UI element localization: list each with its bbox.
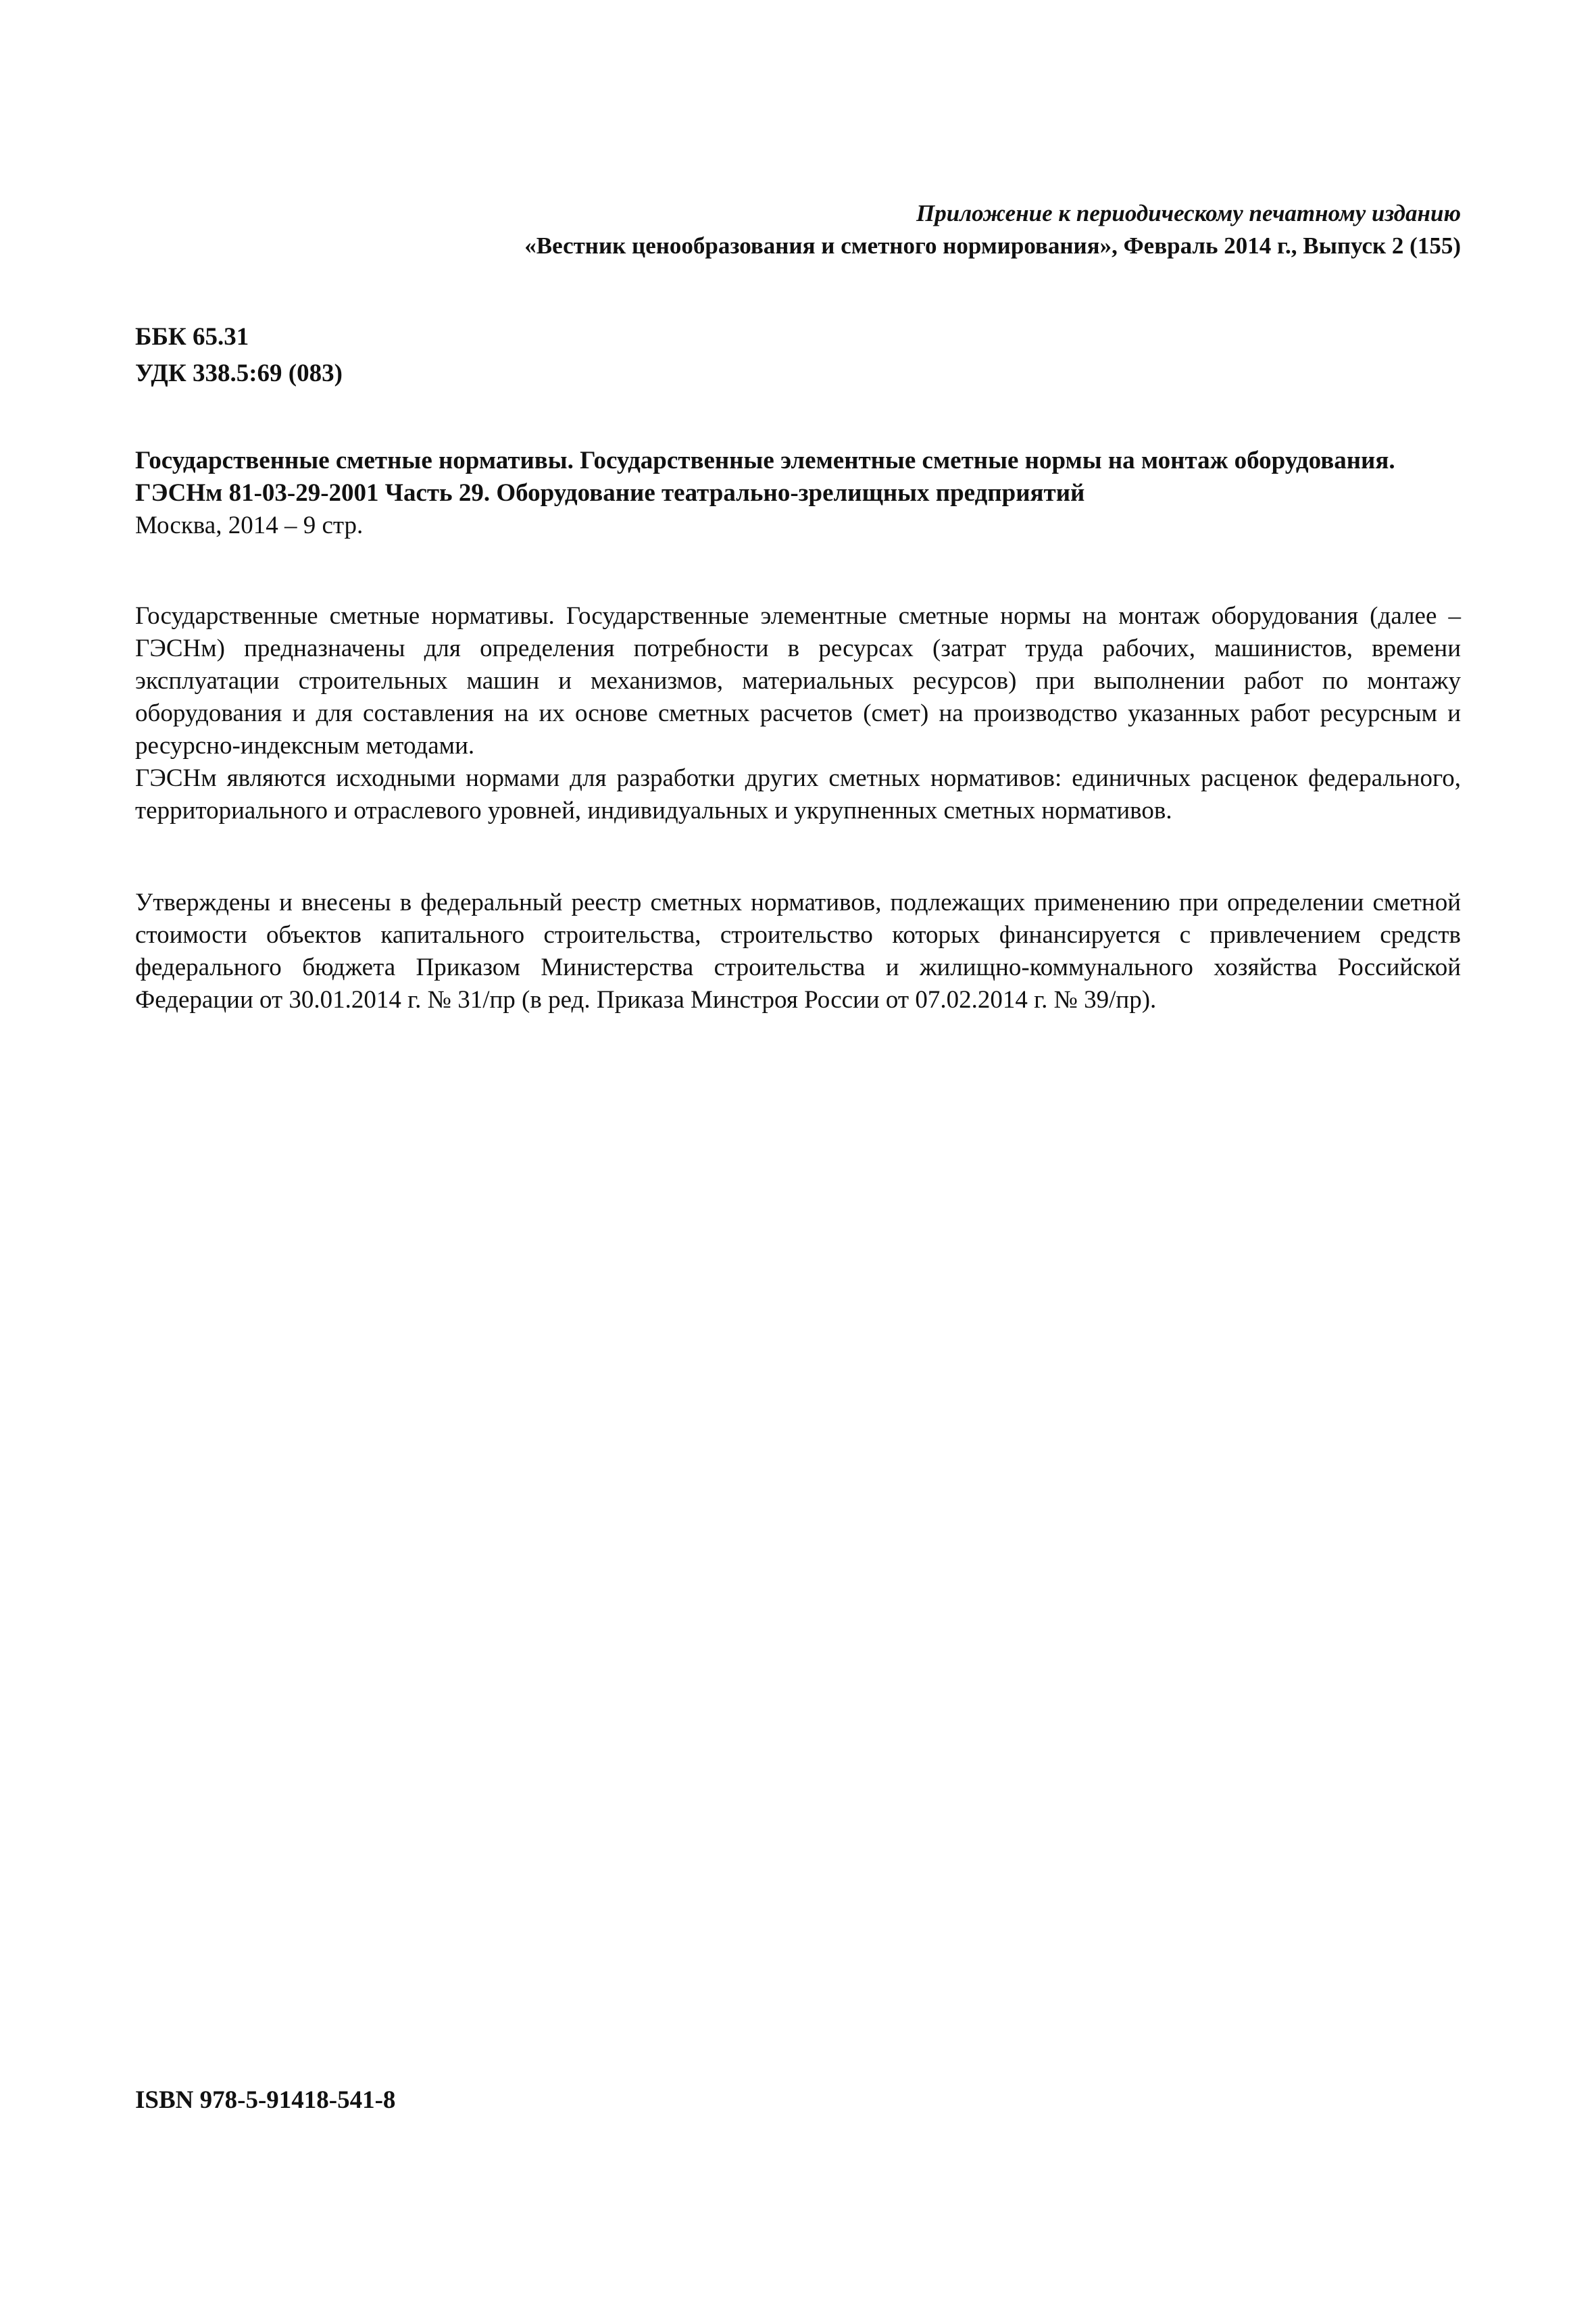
header-journal-line: «Вестник ценообразования и сметного нормирования», Февраль 2014 г., Выпуск 2 (155): [524, 232, 1461, 259]
header-appendix-line: Приложение к периодическому печатному изданию: [916, 200, 1461, 226]
approval-paragraph: Утверждены и внесены в федеральный реестр сметных нормативов, подлежащих применению при определении сметной стоимости объектов капитального строительства, строительство которых финансируется с привлечением средств федерального бюджета Приказом Министерства строительства и жилищно-коммунального хозяйства Российской Федерации от 30.01.2014 г. № 31/пр (в ред. Приказа Минстроя России от 07.02.2014 г. № 39/пр).: [135, 889, 1461, 1014]
bbk-code: ББК 65.31: [135, 323, 249, 351]
classification-codes: [135, 319, 1461, 392]
imprint-line: Москва, 2014 – 9 стр.: [135, 512, 364, 539]
isbn-number: ISBN 978-5-91418-541-8: [135, 2086, 396, 2114]
description-paragraph-1: Государственные сметные нормативы. Государственные элементные сметные нормы на монтаж оборудования (далее – ГЭСНм) предназначены для определения потребности в ресурсах (затрат труда рабочих, машинистов, времени эксплуатации строительных машин и механизмов, материальных ресурсов) при выполнении работ по монтажу оборудования и для составления на их основе сметных расчетов (смет) на производство указанных работ ресурсным и ресурсно-индексным методами.: [135, 602, 1461, 760]
udk-code: УДК 338.5:69 (083): [135, 360, 343, 387]
description-paragraph-2: ГЭСНм являются исходными нормами для разработки других сметных нормативов: единичных расценок федерального, территориального и отраслевого уровней, индивидуальных и укрупненных сметных нормативов.: [135, 764, 1461, 824]
document-subtitle: ГЭСНм 81-03-29-2001 Часть 29. Оборудование театрально-зрелищных предприятий: [135, 479, 1085, 507]
document-title-block: [135, 445, 1461, 542]
publication-header: [378, 197, 1461, 262]
document-title: Государственные сметные нормативы. Государственные элементные сметные нормы на монтаж оборудования.: [135, 447, 1395, 474]
description-block: [135, 600, 1461, 827]
approval-block: [135, 887, 1461, 1016]
